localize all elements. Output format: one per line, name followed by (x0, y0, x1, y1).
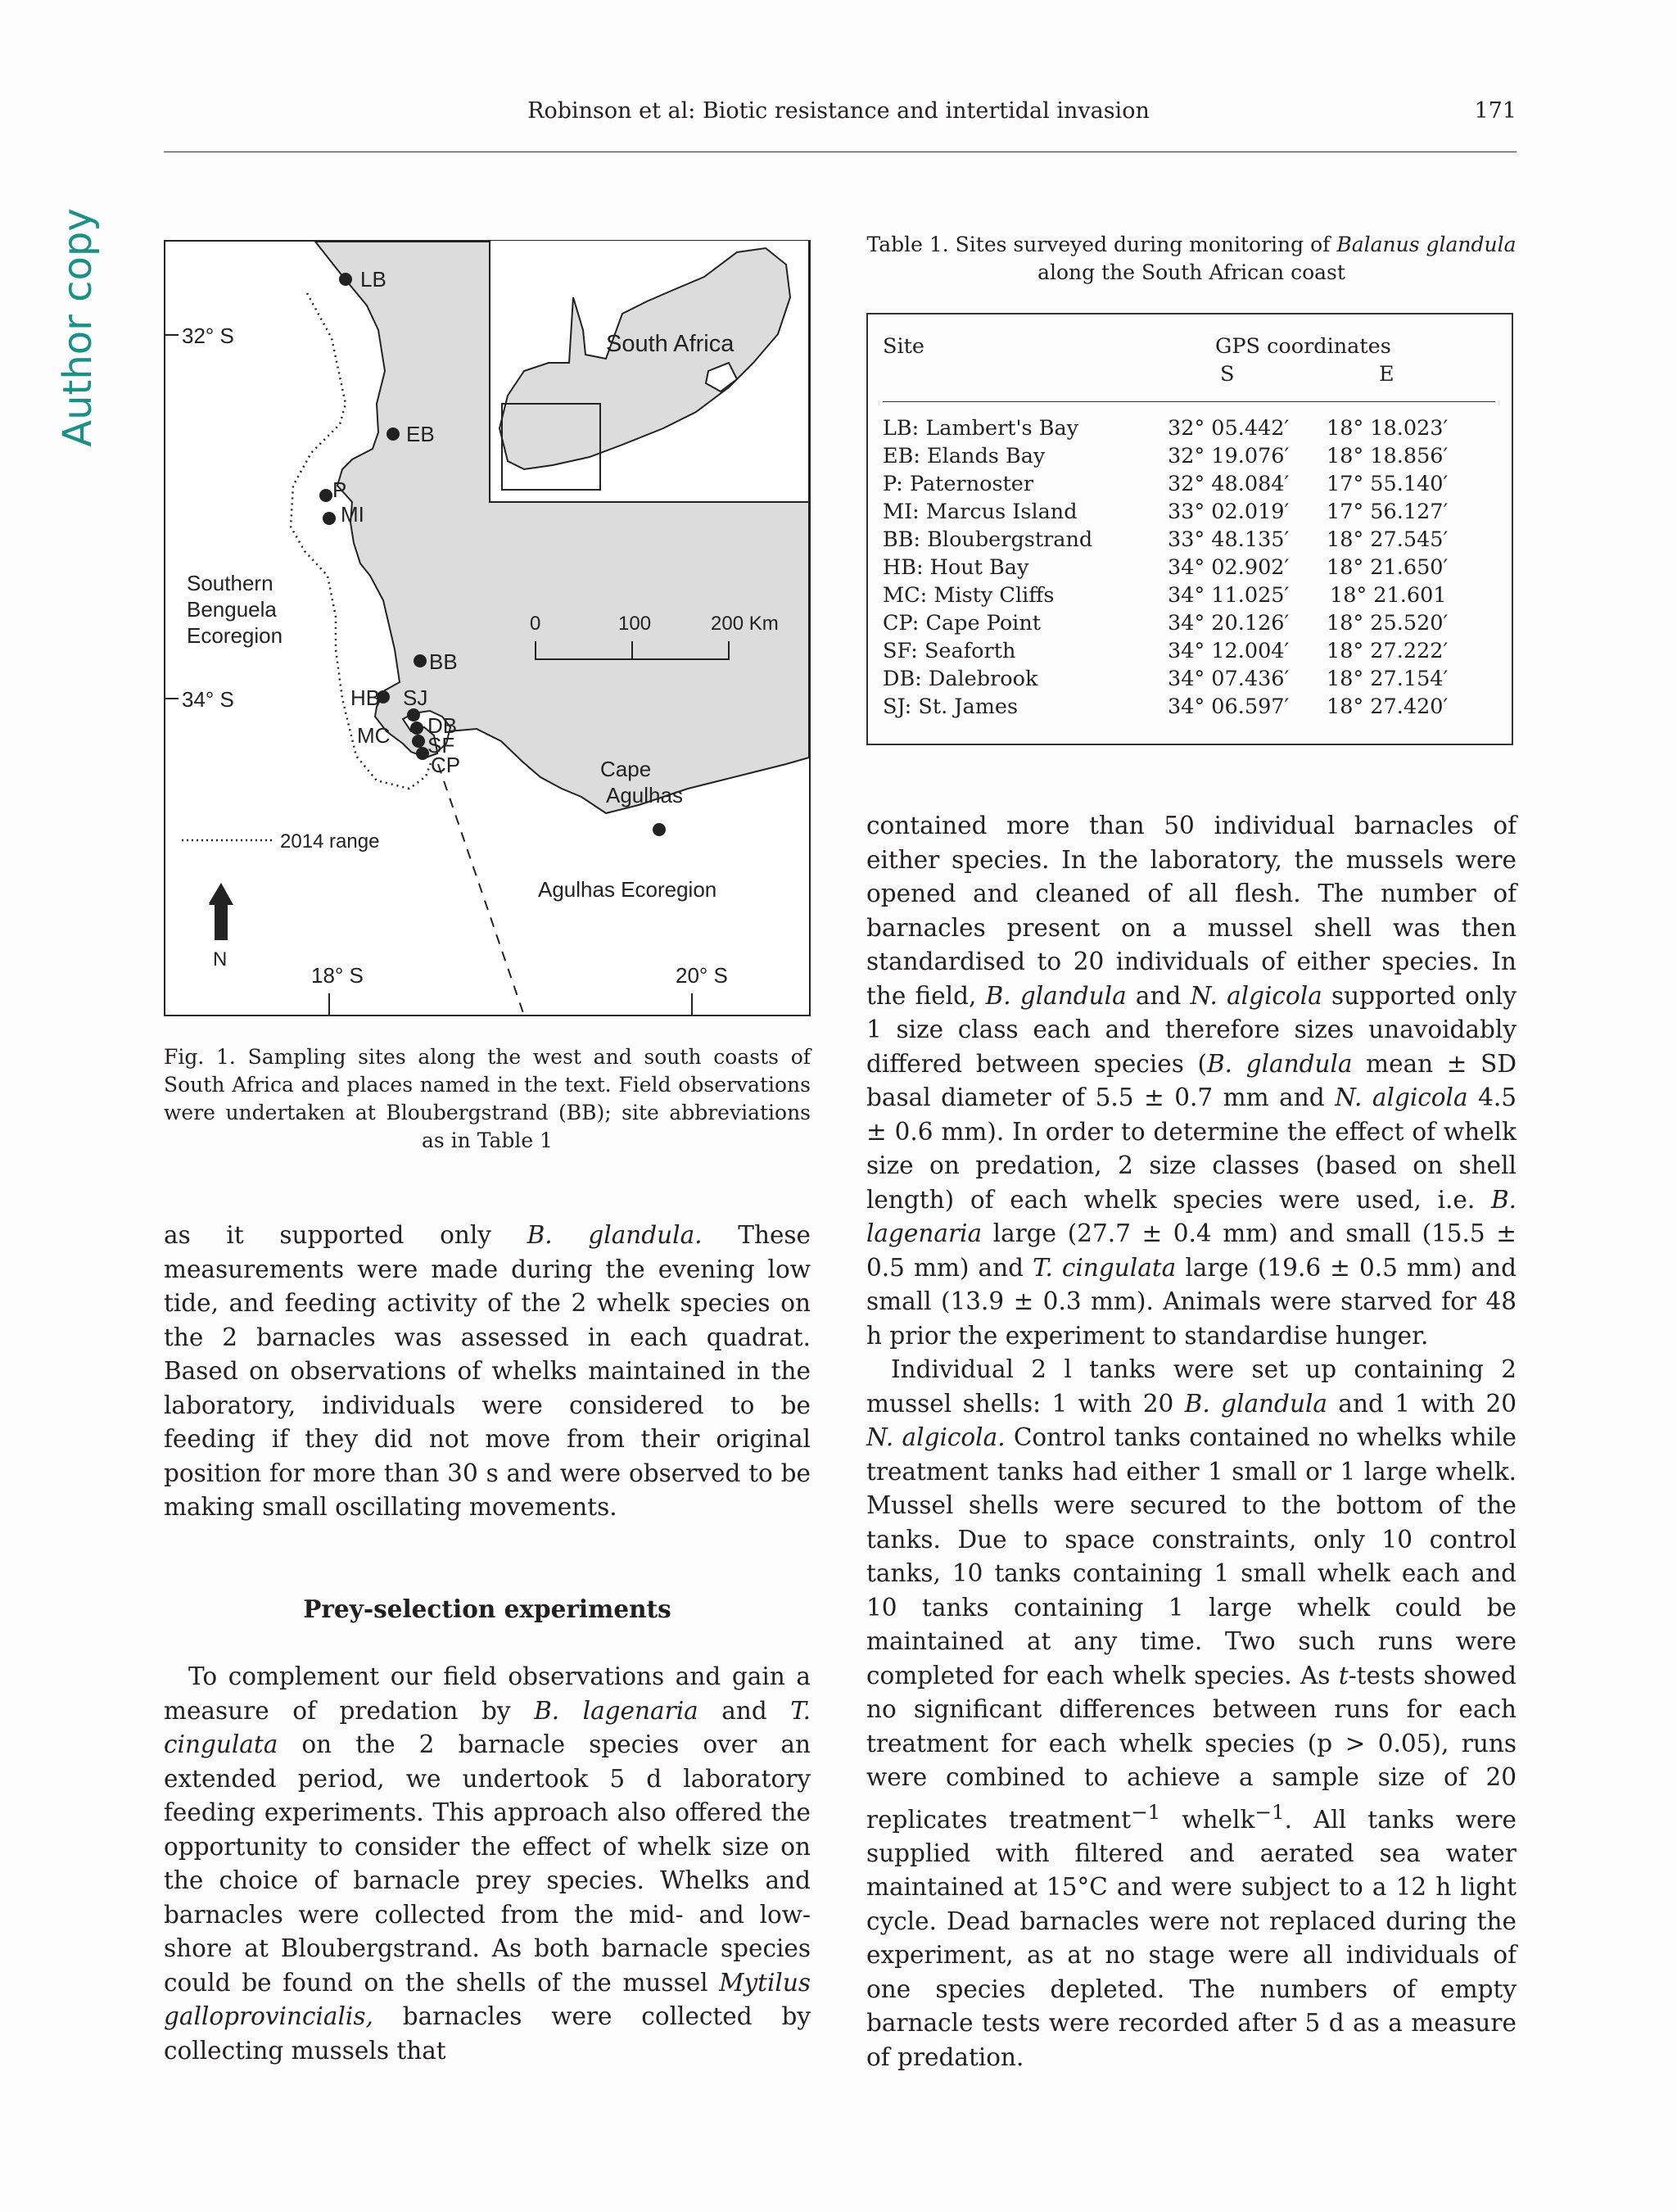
benguela-label-1: Southern (187, 571, 273, 595)
table-caption: Table 1. Sites surveyed during monitoring of Balanus glandula along the South African coast (866, 233, 1517, 284)
site-label-mi: MI (341, 502, 364, 527)
table-row: BB: Bloubergstrand 33° 48.135′ 18° 27.545′ (883, 527, 1449, 552)
paragraph: Individual 2 l tanks were set up containing 2 mussel shells: 1 with 20 B. glandula and 1 with 20 N. algicola. Control tanks contained no whelks while treatment tanks had either 1 small or 1 large whelk. Mussel shells were secured to the bottom of the tanks. Due to space constraints, only 10 control tanks, 10 tanks containing 1 small whelk each and 10 tanks containing 1 large whelk could be maintained at any time. Two such runs were completed for each whelk species. As t-tests showed no significant differences between runs for each treatment for each whelk species (p > 0.05), runs were combined to achieve a sample size of 20 replicates treatment$^{-1}$ whelk$^{-1}$. All tanks were supplied with filtered and aerated sea water maintained at 15°C and were subject to a 12 h light cycle. Dead barnacles were not replaced during the experiment, as at no stage were all individuals of one species depleted. The numbers of empty barnacle tests were recorded after 5 d as a measure of predation. (866, 1355, 1517, 2071)
site-label-p: P (332, 477, 347, 502)
figure-1-map (164, 240, 811, 1016)
north-label: N (213, 948, 228, 970)
site-label-hb: HB (350, 685, 381, 710)
site-label-db: DB (427, 713, 458, 738)
site-dot-sf (412, 735, 425, 748)
table-header-s: S (1220, 362, 1235, 387)
site-dot-bb (414, 654, 427, 667)
site-dot-cape-agulhas (653, 823, 666, 836)
lon-20-label: 20° S (676, 963, 728, 988)
right-column-text (866, 809, 1517, 2074)
table-row: EB: Elands Bay 32° 19.076′ 18° 18.856′ (883, 444, 1449, 468)
site-label-eb: EB (406, 422, 435, 446)
table-row: DB: Dalebrook 34° 07.436′ 18° 27.154′ (883, 667, 1449, 691)
site-label-bb: BB (429, 649, 458, 674)
table-header-gps: GPS coordinates (1215, 334, 1391, 359)
benguela-label-2: Benguela (187, 597, 277, 622)
paragraph: To complement our field observations and gain a measure of predation by B. lagenaria and T. cingulata on the 2 barnacle species over an extended period, we undertook 5 d laboratory feeding experiments. This approach also offered the opportunity to consider the effect of whelk size on the choice of barnacle prey species. Whelks and barnacles were collected from the mid- and low-shore at Bloubergstrand. As both barnacle species could be found on the shells of the mussel Mytilus galloprovincialis, barnacles were collected by collecting mussels that (164, 1662, 811, 2065)
table-row: HB: Hout Bay 34° 02.902′ 18° 21.650′ (883, 555, 1449, 580)
lon-18-label: 18° S (311, 963, 364, 988)
paragraph: as it supported only B. glandula. These measurements were made during the evening low tide, and feeding activity of the 2 whelk species on the 2 barnacles was assessed in each quadrat. Based on observations of whelks maintained in the laboratory, individuals were considered to be feeding if they did not move from their original position for more than 30 s and were observed to be making small oscillating movements. (164, 1221, 811, 1521)
section-heading: Prey-selection experiments (303, 1594, 671, 1623)
site-dot-p (319, 489, 332, 502)
table-header-e: E (1379, 362, 1394, 387)
table-header-rule (883, 401, 1495, 402)
table-row: SF: Seaforth 34° 12.004′ 18° 27.222′ (883, 639, 1449, 663)
site-dot-eb (386, 427, 400, 441)
lat-34-label: 34° S (182, 687, 234, 712)
lat-32-label: 32° S (182, 323, 234, 348)
benguela-label-3: Ecoregion (187, 623, 283, 648)
agulhas-ecoregion-label: Agulhas Ecoregion (538, 877, 717, 902)
left-column-text (164, 1219, 811, 2068)
site-dot-sj (407, 708, 420, 722)
table-row: CP: Cape Point 34° 20.126′ 18° 25.520′ (883, 611, 1449, 636)
table-row: MI: Marcus Island 33° 02.019′ 17° 56.127′ (883, 500, 1449, 524)
legend-range-label: 2014 range (280, 830, 380, 853)
svg-text:100: 100 (618, 613, 652, 635)
running-header: Robinson et al: Biotic resistance and intertidal invasion (527, 98, 1150, 124)
table-row: SJ: St. James 34° 06.597′ 18° 27.420′ (883, 694, 1449, 719)
site-label-sj: SJ (403, 685, 428, 710)
author-copy-label: Author copy (55, 208, 101, 447)
cape-agulhas-label-1: Cape (600, 757, 652, 781)
site-label-cp: CP (431, 753, 461, 777)
table-row: LB: Lambert's Bay 32° 05.442′ 18° 18.023′ (883, 416, 1449, 441)
figure-caption: Fig. 1. Sampling sites along the west and south coasts of South Africa and places named in the text. Field observations were undertaken at Bloubergstrand (BB); site abbreviations as in Table 1 (164, 1045, 811, 1152)
svg-text:200 Km: 200 Km (711, 613, 779, 635)
site-label-mc: MC (357, 723, 391, 748)
paragraph: contained more than 50 individual barnacles of either species. In the laboratory, the mussels were opened and cleaned of all flesh. The number of barnacles present on a mussel shell was then standardised to 20 individuals of either species. In the field, B. glandula and N. algicola supported only 1 size class each and therefore sizes unavoidably differed between species (B. glandula mean ± SD basal diameter of 5.5 ± 0.7 mm and N. algicola 4.5 ± 0.6 mm). In order to determine the effect of whelk size on predation, 2 size classes (based on shell length) of each whelk species were used, i.e. B. lagenaria large (27.7 ± 0.4 mm) and small (15.5 ± 0.5 mm) and T. cingulata large (19.6 ± 0.5 mm) and small (13.9 ± 0.3 mm). Animals were starved for 48 h prior the experiment to standardise hunger. (866, 812, 1517, 1350)
site-dot-mi (323, 512, 336, 525)
site-dot-lb (339, 273, 352, 286)
cape-agulhas-label-2: Agulhas (606, 783, 683, 807)
site-label-lb: LB (360, 267, 386, 292)
site-dot-db (410, 722, 423, 735)
inset-label: South Africa (606, 331, 735, 357)
site-label-sf: SF (427, 733, 455, 758)
svg-text:0: 0 (530, 613, 541, 635)
table-header-site: Site (883, 334, 924, 359)
table-row: P: Paternoster 32° 48.084′ 17° 55.140′ (883, 472, 1449, 496)
page-number: 171 (1474, 98, 1517, 124)
table-row: MC: Misty Cliffs 34° 11.025′ 18° 21.601 (883, 583, 1447, 608)
